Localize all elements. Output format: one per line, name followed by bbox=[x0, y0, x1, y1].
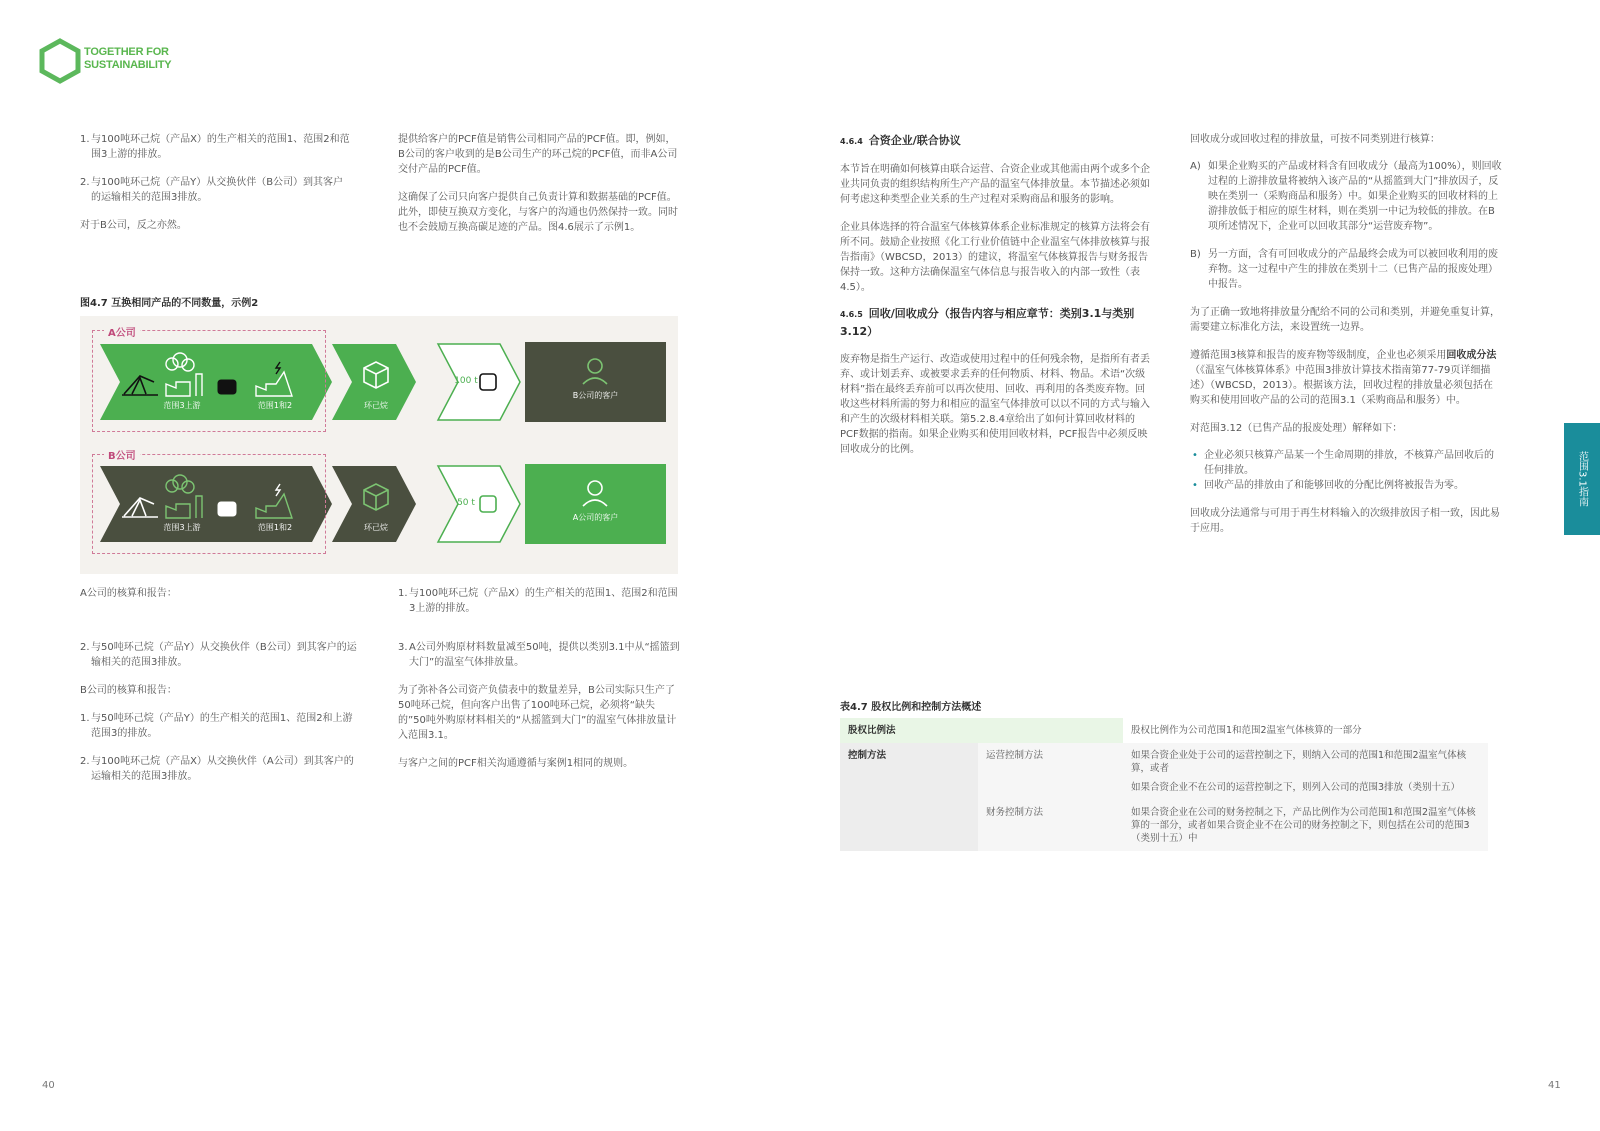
company-b-boundary bbox=[92, 454, 326, 554]
logo-text bbox=[84, 46, 171, 72]
left-col1-top bbox=[80, 132, 352, 233]
product-label: 环己烷 bbox=[364, 523, 388, 532]
list-text: A公司外购原材料数量减至50吨，提供以类别3.1中从“摇篮到大门”的温室气体排放量。 bbox=[409, 642, 680, 668]
section-heading-4-6-5 bbox=[840, 305, 1152, 340]
list-text: 与100吨环己烷（产品X）的生产相关的范围1、范围2和范围3上游的排放。 bbox=[409, 588, 678, 614]
paragraph: B公司的核算和报告： bbox=[80, 685, 177, 696]
list-item bbox=[80, 640, 360, 670]
customer-label: A公司的客户 bbox=[572, 513, 619, 522]
bullet-item: • 回收产品的排放由了和能够回收的分配比例将被报告为零。 bbox=[1190, 478, 1502, 493]
list-item bbox=[80, 175, 352, 205]
paragraph: 为了正确一致地将排放量分配给不同的公司和类别，并避免重复计算，需要建立标准化方法，来设置统一边界。 bbox=[1190, 307, 1500, 333]
bold-term: 回收成分法 bbox=[1446, 350, 1497, 361]
table-row bbox=[840, 718, 1488, 743]
left-col2-top bbox=[398, 132, 678, 235]
section-number: 4.6.4 bbox=[840, 137, 863, 146]
list-text: 与50吨环己烷（产品Y）的生产相关的范围1、范围2和上游范围3的排放。 bbox=[91, 713, 353, 739]
list-number: 2. bbox=[80, 177, 90, 188]
list-text: 与100吨环己烷（产品X）从交换伙伴（A公司）到其客户的运输相关的范围3排放。 bbox=[91, 756, 354, 782]
text-run: （《温室气体核算体系》中范围3排放计算技术指南第77-79页详细描述）（WBCSD，2013）。根据该方法，回收过程的排放量必须包括在购买和使用回收产品的公司的范围3.1（采购商品和服务）中。 bbox=[1190, 365, 1494, 406]
paragraph: 提供给客户的PCF值是销售公司相同产品的PCF值。即，例如，B公司的客户收到的是B公司生产的环己烷的PCF值，而非A公司交付产品的PCF值。 bbox=[398, 134, 678, 175]
paragraph: 废弃物是指生产运行、改造或使用过程中的任何残余物，是指所有者丢弃、或计划丢弃、或被要求丢弃的任何物质、材料、物品。术语“次级材料”指在最终丢弃前可以再次使用、回收、再利用的各类废弃物。回收这些材料所需的努力和相应的温室气体排放可以以不同的方式与输入和产生的次级材料相关联。第5.2.8.4章给出了如何计算回收材料的PCF数据的指南。如果企业购买和使用回收材料，PCF报告中必须反映回收成分的比例。 bbox=[840, 354, 1150, 455]
table-cell: 股权比例作为公司范围1和范围2温室气体核算的一部分 bbox=[1131, 725, 1362, 736]
paragraph: 回收成分或回收过程的排放量，可按不同类别进行核算： bbox=[1190, 134, 1440, 145]
section-heading-4-6-4 bbox=[840, 132, 1152, 150]
logo-line1: TOGETHER FOR bbox=[84, 46, 169, 58]
table-line: 如果合资企业处于公司的运营控制之下，则纳入公司的范围1和范围2温室气体核算，或者 bbox=[1131, 750, 1467, 774]
figure-title: 图4.7 互换相同产品的不同数量，示例2 bbox=[80, 298, 259, 309]
company-a-boundary bbox=[92, 330, 326, 432]
list-number: 2. bbox=[80, 756, 90, 767]
row-a-customer-box bbox=[525, 342, 666, 422]
right-col3 bbox=[840, 132, 1152, 457]
paragraph: 本节旨在明确如何核算由联合运营、合资企业或其他需由两个或多个企业共同负责的组织结构所生产产品的温室气体排放量。本节描述必须如何考虑这种类型企业关系的生产过程对采购商品和服务的影响。 bbox=[840, 164, 1150, 205]
paragraph: 企业具体选择的符合温室气体核算体系企业标准规定的核算方法将会有所不同。鼓励企业按照《化工行业价值链中企业温室气体排放核算与报告指南》（WBCSD，2013）的建议，将温室气体核算报告与财务报告保持一致。这种方法确保温室气体信息与报告收入的内部一致性（表4.5）。 bbox=[840, 222, 1150, 293]
company-b-label: B公司 bbox=[104, 447, 140, 462]
side-tab[interactable]: 范围3.1指南 bbox=[1564, 423, 1600, 535]
list-number: A) bbox=[1190, 161, 1201, 172]
bullet-item: • 企业必须只核算产品某一个生命周期的排放，不核算产品回收后的任何排放。 bbox=[1190, 448, 1502, 478]
left-col1-bottom bbox=[80, 586, 360, 784]
list-number: B) bbox=[1190, 249, 1201, 260]
page-number: 41 bbox=[1548, 1080, 1561, 1091]
paragraph: 对范围3.12（已售产品的报废处理）解释如下： bbox=[1190, 423, 1403, 434]
stage-label: 范围1和2 bbox=[257, 401, 293, 410]
paragraph: A公司的核算和报告： bbox=[80, 588, 177, 599]
table-title: 表4.7 股权比例和控制方法概述 bbox=[840, 702, 982, 713]
list-text: 另一方面，含有可回收成分的产品最终会成为可以被回收利用的废弃物。这一过程中产生的排放在类别十二（已售产品的报废处理）中报告。 bbox=[1208, 249, 1498, 290]
quantity-label: 100 t bbox=[454, 376, 478, 386]
left-col2-bottom bbox=[398, 586, 680, 771]
section-title: 回收/回收成分（报告内容与相应章节：类别3.1与类别3.12） bbox=[840, 307, 1135, 338]
hexagon-logo-icon bbox=[38, 38, 82, 84]
list-item bbox=[80, 754, 360, 784]
company-a-label: A公司 bbox=[104, 324, 140, 339]
table-subhead: 财务控制方法 bbox=[978, 800, 1123, 851]
stage-label: 范围3上游 bbox=[163, 401, 201, 410]
list-text: 与100吨环己烷（产品Y）从交换伙伴（B公司）到其客户的运输相关的范围3排放。 bbox=[91, 177, 344, 203]
list-number: 3. bbox=[398, 642, 408, 653]
table-row-head: 股权比例法 bbox=[840, 718, 1123, 743]
page-number: 40 bbox=[42, 1080, 55, 1091]
section-title: 合资企业/联合协议 bbox=[868, 134, 961, 147]
list-item bbox=[80, 711, 360, 741]
paragraph bbox=[1190, 348, 1502, 408]
paragraph: 与客户之间的PCF相关沟通遵循与案例1相同的规则。 bbox=[398, 758, 634, 769]
quantity-label: 50 t bbox=[457, 498, 475, 508]
right-col4 bbox=[1190, 132, 1502, 536]
list-item bbox=[1190, 159, 1502, 234]
list-text: 如果企业购买的产品或材料含有回收成分（最高为100%），则回收过程的上游排放量将被纳入该产品的“从摇篮到大门”排放因子，反映在类别一（采购商品和服务）中。如果企业购买的回收材料的上游排放低于相应的原生材料，则在类别一中记为较低的排放。在B项所述情况下，企业可以回收其部分“运营废弃物”。 bbox=[1208, 161, 1502, 232]
list-text: 与100吨环己烷（产品X）的生产相关的范围1、范围2和范围3上游的排放。 bbox=[91, 134, 350, 160]
table-row-head: 控制方法 bbox=[840, 743, 978, 851]
paragraph: 对于B公司，反之亦然。 bbox=[80, 220, 187, 231]
logo-line2: SUSTAINABILITY bbox=[84, 59, 172, 71]
text-run: 遵循范围3核算和报告的废弃物等级制度，企业也必须采用 bbox=[1190, 350, 1447, 361]
paragraph: 回收成分法通常与可用于再生材料输入的次级排放因子相一致，因此易于应用。 bbox=[1190, 508, 1500, 534]
stage-label: 范围3上游 bbox=[163, 523, 201, 532]
list-item bbox=[80, 132, 352, 162]
list-number: 1. bbox=[80, 713, 90, 724]
table-4-7 bbox=[840, 718, 1488, 851]
figure-4-7 bbox=[80, 316, 678, 574]
list-number: 2. bbox=[80, 642, 90, 653]
stage-label: 范围1和2 bbox=[257, 523, 293, 532]
table-line: 如果合资企业不在公司的运营控制之下，则列入公司的范围3排放（类别十五） bbox=[1131, 782, 1461, 793]
customer-label: B公司的客户 bbox=[572, 391, 619, 400]
list-item bbox=[1190, 247, 1502, 292]
table-subhead: 运营控制方法 bbox=[978, 743, 1123, 800]
table-cell: 如果合资企业在公司的财务控制之下，产品比例作为公司范围1和范围2温室气体核算的一部分，或者如果合资企业不在公司的财务控制之下，则包括在公司的范围3（类别十五）中 bbox=[1123, 800, 1488, 851]
table-cell bbox=[1123, 743, 1488, 800]
list-item bbox=[398, 586, 680, 616]
list-text: 与50吨环己烷（产品Y）从交换伙伴（B公司）到其客户的运输相关的范围3排放。 bbox=[91, 642, 357, 668]
row-b-customer-box bbox=[525, 464, 666, 544]
bullet-list bbox=[1190, 448, 1502, 493]
paragraph: 这确保了公司只向客户提供自己负责计算和数据基础的PCF值。此外，即使互换双方变化，与客户的沟通也仍然保持一致。同时也不会鼓励互换高碳足迹的产品。图4.6展示了示例1。 bbox=[398, 192, 678, 233]
list-number: 1. bbox=[398, 588, 408, 599]
paragraph: 为了弥补各公司资产负债表中的数量差异，B公司实际只生产了50吨环己烷，但向客户出售了100吨环己烷，必须将“缺失的”50吨外购原材料相关的“从摇篮到大门”的温室气体排放量计入范围3.1。 bbox=[398, 685, 677, 741]
section-number: 4.6.5 bbox=[840, 310, 863, 319]
table-row bbox=[840, 743, 1488, 800]
list-item bbox=[398, 640, 680, 670]
product-label: 环己烷 bbox=[364, 401, 388, 410]
list-number: 1. bbox=[80, 134, 90, 145]
